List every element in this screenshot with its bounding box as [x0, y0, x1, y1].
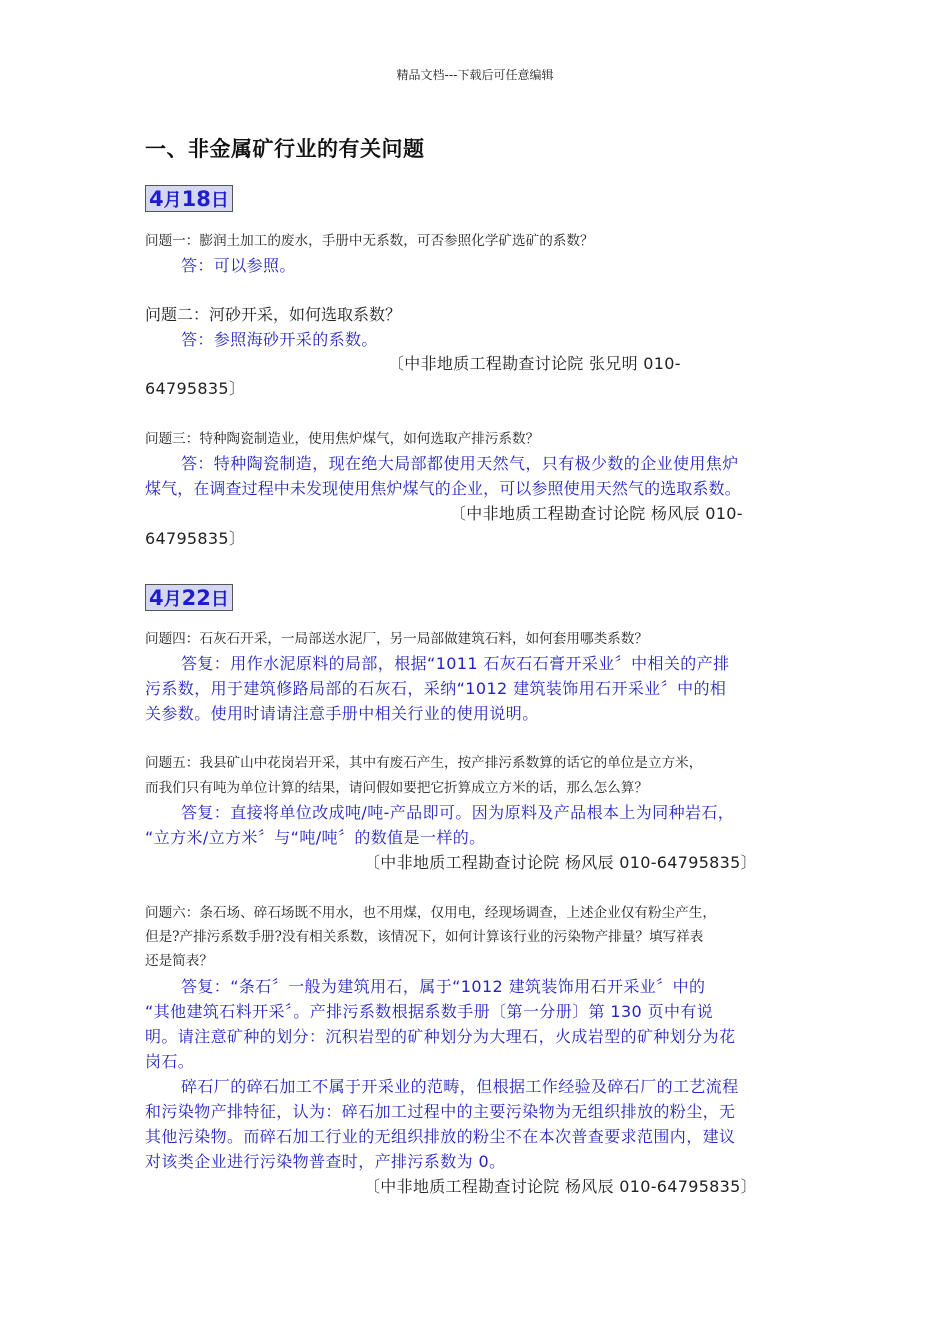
date-label-apr-22: [145, 584, 233, 611]
answer-4-line-3: 关参数。使用时请请注意手册中相关行业的使用说明。: [145, 704, 539, 723]
answer-3-line-2: 煤气，在调查过程中未发现使用焦炉煤气的企业，可以参照使用天然气的选取系数。: [145, 479, 741, 498]
answer-6-line-3: 明。请注意矿种的划分：沉积岩型的矿种划分为大理石，火成岩型的矿种划分为花: [145, 1027, 736, 1046]
date-day-num: 22: [181, 586, 211, 610]
answer-6-line-8: 对该类企业进行污染物普查时，产排污系数为 0。: [145, 1152, 506, 1171]
question-6-line-3: 还是简表？: [145, 953, 213, 969]
answer-6-line-6: 和污染物产排特征，认为：碎石加工过程中的主要污染物为无组织排放的粉尘，无: [145, 1102, 736, 1121]
source-3-line-1: 〔中非地质工程勘查讨论院 杨风辰 010-: [450, 504, 743, 523]
date-month-char: 月: [163, 589, 182, 610]
answer-6-line-1: 答复：“条石〞一般为建筑用石，属于“1012 建筑装饰用石开采业〞中的: [181, 977, 706, 996]
source-3-line-2: 64795835〕: [145, 529, 246, 548]
date-day-num: 18: [181, 187, 211, 211]
answer-6-line-7: 其他污染物。而碎石加工行业的无组织排放的粉尘不在本次普查要求范围内，建议: [145, 1127, 736, 1146]
answer-4-line-1: 答复：用作水泥原料的局部，根据“1011 石灰石石膏开采业〞中相关的产排: [181, 654, 730, 673]
question-5-line-1: 问题五：我县矿山中花岗岩开采，其中有废石产生，按产排污系数算的话它的单位是立方米，: [145, 755, 703, 771]
source-5: 〔中非地质工程勘查讨论院 杨风辰 010-64795835〕: [364, 853, 757, 872]
answer-1: 答：可以参照。: [181, 256, 296, 275]
answer-6-line-4: 岗石。: [145, 1052, 195, 1071]
answer-4-line-2: 污系数，用于建筑修路局部的石灰石，采纳“1012 建筑装饰用石开采业〞中的相: [145, 679, 727, 698]
date-label-apr-18: [145, 185, 233, 212]
date-month-num: 4: [149, 586, 164, 610]
date-month-char: 月: [163, 190, 182, 211]
answer-6-line-2: “其他建筑石料开采〞。产排污系数根据系数手册〔第一分册〕第 130 页中有说: [145, 1002, 714, 1021]
question-2: 问题二：河砂开采，如何选取系数？: [145, 305, 402, 324]
answer-3-line-1: 答：特种陶瓷制造，现在绝大局部都使用天然气，只有极少数的企业使用焦炉: [181, 454, 739, 473]
page-header: 精品文档---下载后可任意编辑: [396, 68, 554, 82]
source-6: 〔中非地质工程勘查讨论院 杨风辰 010-64795835〕: [364, 1177, 757, 1196]
answer-2: 答：参照海砂开采的系数。: [181, 330, 378, 349]
question-6-line-2: 但是?产排污系数手册?没有相关系数，该情况下，如何计算该行业的污染物产排量？填写祥表: [145, 929, 704, 945]
date-day-char: 日: [210, 190, 229, 211]
answer-6-line-5: 碎石厂的碎石加工不属于开采业的范畴，但根据工作经验及碎石厂的工艺流程: [181, 1077, 739, 1096]
source-2-line-2: 64795835〕: [145, 379, 246, 398]
section-title: 一、非金属矿行业的有关问题: [145, 136, 425, 161]
answer-5-line-1: 答复：直接将单位改成吨/吨-产品即可。因为原料及产品根本上为同种岩石，: [181, 803, 735, 822]
question-3: 问题三：特种陶瓷制造业，使用焦炉煤气，如何选取产排污系数？: [145, 431, 540, 447]
answer-5-line-2: “立方米/立方米〞与“吨/吨〞的数值是一样的。: [145, 828, 486, 847]
question-5-line-2: 而我们只有吨为单位计算的结果，请问假如要把它折算成立方米的话，那么怎么算？: [145, 780, 648, 796]
question-6-line-1: 问题六：条石场、碎石场既不用水，也不用煤，仅用电，经现场调查，上述企业仅有粉尘产生，: [145, 905, 716, 921]
date-month-num: 4: [149, 187, 164, 211]
question-4: 问题四：石灰石开采，一局部送水泥厂，另一局部做建筑石料，如何套用哪类系数？: [145, 631, 648, 647]
date-day-char: 日: [210, 589, 229, 610]
source-2-line-1: 〔中非地质工程勘查讨论院 张兄明 010-: [388, 354, 681, 373]
question-1: 问题一：膨润土加工的废水，手册中无系数，可否参照化学矿选矿的系数？: [145, 233, 594, 249]
